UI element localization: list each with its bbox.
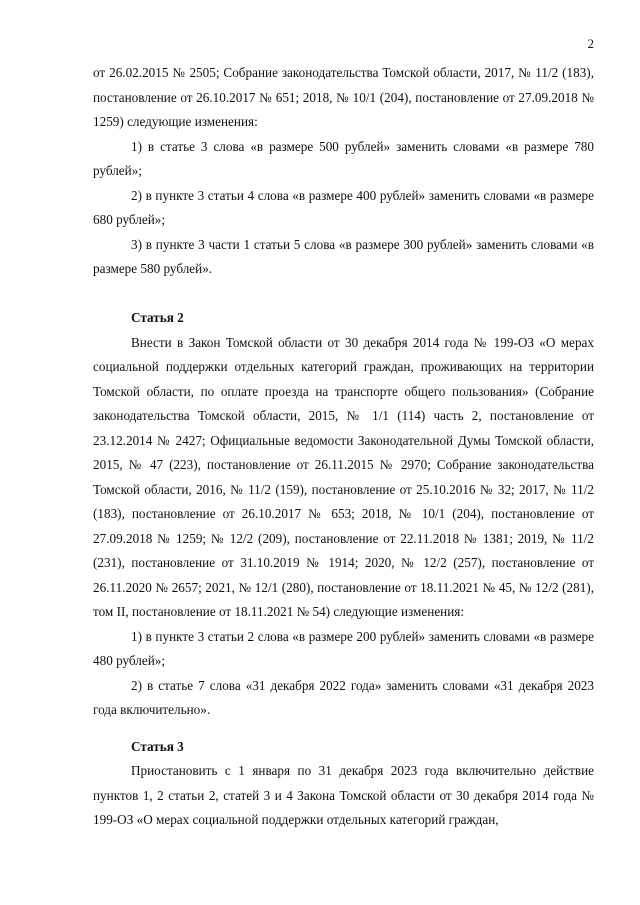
paragraph-change-2: 2) в пункте 3 статьи 4 слова «в размере 400 рублей» заменить словами «в размере 680 рублей»; xyxy=(93,187,594,227)
article-2-body: Внести в Закон Томской области от 30 декабря 2014 года № 199-ОЗ «О мерах социальной поддержки отдельных категорий граждан, проживающих на территории Томской области, по оплате проезда на транспорте общего пользования» (Собрание законодательства Томской области, 2015, № 1/1 (114) часть 2, постановление от 23.12.2014 № 2427; Официальные ведомости Законодательной Думы Томской области, 2015, № 47 (223), постановление от 26.11.2015 № 2970; Собрание законодательства Томской области, 2016, № 11/2 (159), постановление от 25.10.2016 № 32; 2017, № 11/2 (183), постановление от 26.10.2017 № 653; 2018, № 10/1 (204), постановление от 27.09.2018 № 1259; № 12/2 (209), постановление от 22.11.2018 № 1381; 2019, № 11/2 (231), постановление от 31.10.2019 № 1914; 2020, № 12/2 (257), постановление от 26.11.2020 № 2657; 2021, № 12/1 (280), постановление от 18.11.2021 № 45, № 12/2 (281), том II, постановление от 18.11.2021 № 54) следующие изменения: xyxy=(93,334,594,619)
article-3-heading: Статья 3 xyxy=(131,738,184,754)
paragraph-change-1: 1) в статье 3 слова «в размере 500 рублей» заменить словами «в размере 780 рублей»; xyxy=(93,138,594,178)
document-body xyxy=(93,61,594,833)
article-3-body: Приостановить с 1 января по 31 декабря 2023 года включительно действие пунктов 1, 2 статьи 2, статей 3 и 4 Закона Томской области от 30 декабря 2014 года № 199-ОЗ «О мерах социальной поддержки отдельных категорий граждан, xyxy=(93,763,594,827)
article-2-heading: Статья 2 xyxy=(131,310,184,325)
paragraph-amendment-sources: от 26.02.2015 № 2505; Собрание законодательства Томской области, 2017, № 11/2 (183), постановление от 26.10.2017 № 651; 2018, № 10/1 (204), постановление от 27.09.2018 № 1259) следующие изменения: xyxy=(93,65,594,129)
article-2-change-2: 2) в статье 7 слова «31 декабря 2022 года» заменить словами «31 декабря 2023 года включительно». xyxy=(93,677,594,717)
paragraph-change-3: 3) в пункте 3 части 1 статьи 5 слова «в размере 300 рублей» заменить словами «в размере 580 рублей». xyxy=(93,236,594,276)
article-2-change-1: 1) в пункте 3 статьи 2 слова «в размере 200 рублей» заменить словами «в размере 480 рублей»; xyxy=(93,628,594,668)
page-number: 2 xyxy=(587,36,594,51)
